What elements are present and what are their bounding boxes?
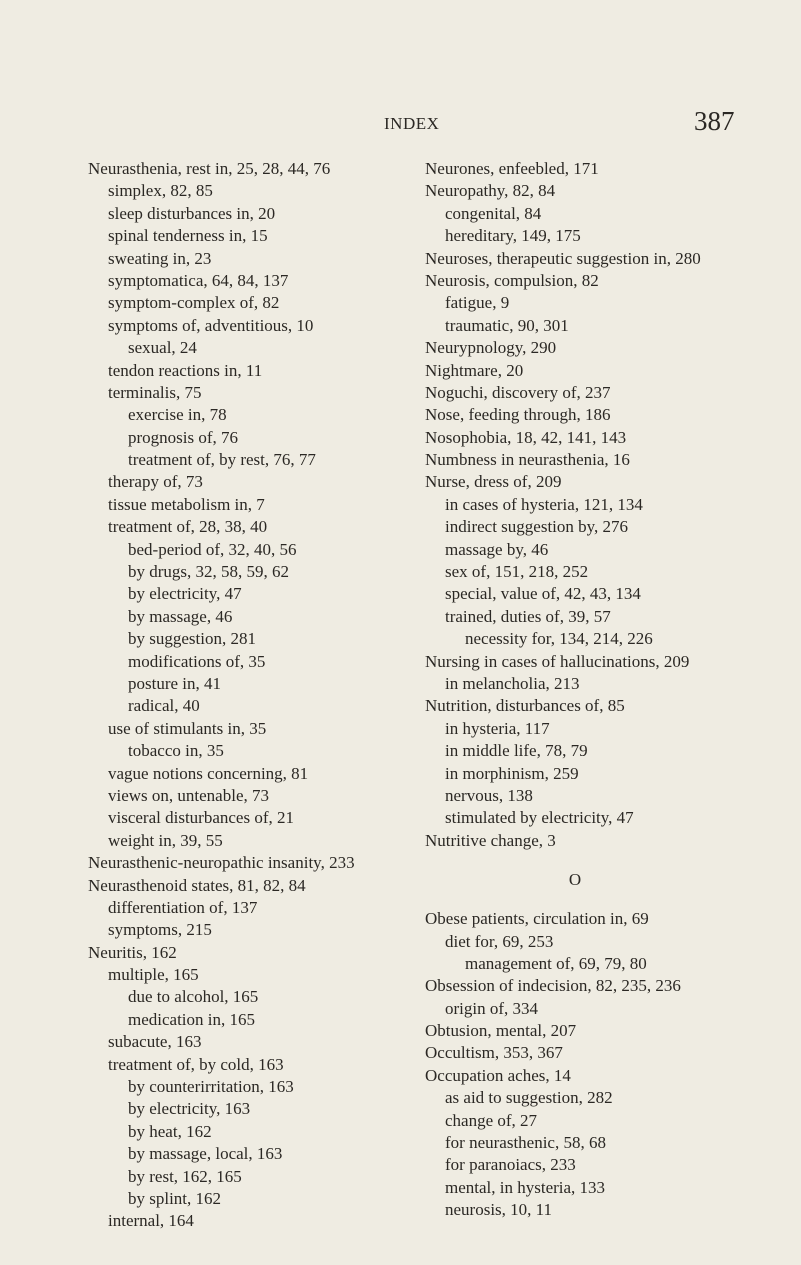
index-entry: Neurasthenia, rest in, 25, 28, 44, 76 (88, 159, 331, 178)
index-entry: sweating in, 23 (108, 248, 212, 268)
index-entry: by rest, 162, 165 (128, 1166, 242, 1186)
index-entry: posture in, 41 (128, 673, 222, 693)
section-spacer (425, 852, 795, 863)
index-entry: due to alcohol, 165 (128, 987, 259, 1007)
index-entry: tendon reactions in, 11 (108, 360, 263, 380)
index-entry: spinal tenderness in, 15 (108, 226, 268, 246)
index-entry: Nursing in cases of hallucinations, 209 (425, 651, 690, 671)
page-number: 387 (694, 106, 735, 136)
index-entry: symptomatica, 64, 84, 137 (108, 270, 289, 290)
section-spacer (425, 897, 795, 908)
index-entry: by electricity, 163 (128, 1099, 251, 1119)
index-entry: sex of, 151, 218, 252 (445, 562, 589, 582)
index-entry: management of, 69, 79, 80 (465, 953, 647, 973)
index-entry: Obtusion, mental, 207 (425, 1021, 577, 1041)
section-letter: O (568, 870, 582, 890)
index-entry: symptoms of, adventitious, 10 (108, 315, 314, 335)
index-entry: as aid to suggestion, 282 (445, 1088, 613, 1108)
index-entry: in middle life, 78, 79 (445, 741, 588, 761)
index-entry: terminalis, 75 (108, 382, 202, 402)
running-head: INDEX (384, 114, 440, 133)
index-entry: sexual, 24 (128, 338, 197, 358)
index-entry: in hysteria, 117 (445, 718, 550, 738)
index-entry: Nightmare, 20 (425, 360, 524, 380)
index-entry: by drugs, 32, 58, 59, 62 (128, 562, 290, 582)
index-entry: tissue metabolism in, 7 (108, 494, 265, 514)
index-entry: congenital, 84 (445, 203, 542, 223)
index-entry: in morphinism, 259 (445, 763, 579, 783)
index-entry: use of stimulants in, 35 (108, 718, 267, 738)
index-entry: treatment of, 28, 38, 40 (108, 517, 268, 537)
index-entry: views on, untenable, 73 (108, 785, 269, 805)
index-entry: prognosis of, 76 (128, 427, 239, 447)
index-entry: Neurones, enfeebled, 171 (425, 159, 599, 178)
index-entry: for paranoiacs, 233 (445, 1155, 576, 1175)
index-entry: in cases of hysteria, 121, 134 (445, 494, 643, 514)
index-entry: internal, 164 (108, 1211, 194, 1231)
index-entry: treatment of, by cold, 163 (108, 1054, 284, 1074)
index-entry: nervous, 138 (445, 785, 533, 805)
index-entry: by splint, 162 (128, 1188, 222, 1208)
index-entry: for neurasthenic, 58, 68 (445, 1133, 606, 1153)
index-entry: indirect suggestion by, 276 (445, 517, 629, 537)
index-entry: modifications of, 35 (128, 651, 266, 671)
index-entry: fatigue, 9 (445, 293, 510, 313)
index-entry: visceral disturbances of, 21 (108, 808, 294, 828)
index-group-n (425, 158, 795, 852)
index-entry: sleep disturbances in, 20 (108, 203, 276, 223)
index-entry: simplex, 82, 85 (108, 181, 213, 201)
index-entry: Neurypnology, 290 (425, 338, 557, 358)
index-entry: Nosophobia, 18, 42, 141, 143 (425, 427, 627, 447)
index-entry: medication in, 165 (128, 1009, 256, 1029)
index-entry: Numbness in neurasthenia, 16 (425, 450, 630, 470)
index-group-o (425, 908, 795, 1221)
index-entry: Obese patients, circulation in, 69 (425, 909, 649, 929)
index-entry: Occupation aches, 14 (425, 1065, 571, 1085)
index-entry: by massage, local, 163 (128, 1144, 283, 1164)
index-entry: special, value of, 42, 43, 134 (445, 584, 641, 604)
index-entry: Neurosis, compulsion, 82 (425, 270, 599, 290)
index-entry: stimulated by electricity, 47 (445, 808, 634, 828)
index-entry: Obsession of indecision, 82, 235, 236 (425, 976, 681, 996)
index-entry: tobacco in, 35 (128, 741, 224, 761)
index-entry: subacute, 163 (108, 1032, 202, 1052)
index-entry: Nutrition, disturbances of, 85 (425, 696, 625, 716)
index-entry: massage by, 46 (445, 539, 549, 559)
index-entry: Noguchi, discovery of, 237 (425, 382, 611, 402)
index-entry: Occultism, 353, 367 (425, 1043, 563, 1063)
index-entry: origin of, 334 (445, 998, 539, 1018)
index-entry: differentiation of, 137 (108, 897, 258, 917)
index-entry: treatment of, by rest, 76, 77 (128, 450, 316, 470)
index-entry: Neurasthenoid states, 81, 82, 84 (88, 875, 306, 895)
left-index-column (88, 158, 388, 1233)
index-entry: symptoms, 215 (108, 920, 212, 940)
index-entry: vague notions concerning, 81 (108, 763, 309, 783)
index-entry: Neuropathy, 82, 84 (425, 181, 556, 201)
index-entry: multiple, 165 (108, 965, 199, 985)
index-entry: symptom-complex of, 82 (108, 293, 280, 313)
index-entry: traumatic, 90, 301 (445, 315, 569, 335)
index-entry: in melancholia, 213 (445, 673, 580, 693)
index-entry: diet for, 69, 253 (445, 931, 554, 951)
index-entry: by electricity, 47 (128, 584, 242, 604)
index-entry: Neurasthenic-neuropathic insanity, 233 (88, 853, 355, 873)
index-entry: change of, 27 (445, 1110, 538, 1130)
index-entry: hereditary, 149, 175 (445, 226, 581, 246)
index-entry: by heat, 162 (128, 1121, 212, 1141)
index-entry: Nutritive change, 3 (425, 830, 556, 850)
index-entry: Nose, feeding through, 186 (425, 405, 611, 425)
index-entry: Nurse, dress of, 209 (425, 472, 562, 492)
index-entry: necessity for, 134, 214, 226 (465, 629, 653, 649)
index-entry: radical, 40 (128, 696, 200, 716)
index-entry: Neuroses, therapeutic suggestion in, 280 (425, 248, 701, 268)
index-entry: exercise in, 78 (128, 405, 227, 425)
index-entry: trained, duties of, 39, 57 (445, 606, 611, 626)
index-entry: weight in, 39, 55 (108, 830, 223, 850)
right-index-column (425, 158, 795, 1222)
index-entry: by suggestion, 281 (128, 629, 256, 649)
index-entry: mental, in hysteria, 133 (445, 1177, 606, 1197)
index-entry: by massage, 46 (128, 606, 233, 626)
index-entry: Neuritis, 162 (88, 942, 177, 962)
index-entry: bed-period of, 32, 40, 56 (128, 539, 297, 559)
index-entry: therapy of, 73 (108, 472, 203, 492)
page-header (0, 104, 801, 138)
index-entry: by counterirritation, 163 (128, 1077, 294, 1097)
index-entry: neurosis, 10, 11 (445, 1200, 553, 1220)
